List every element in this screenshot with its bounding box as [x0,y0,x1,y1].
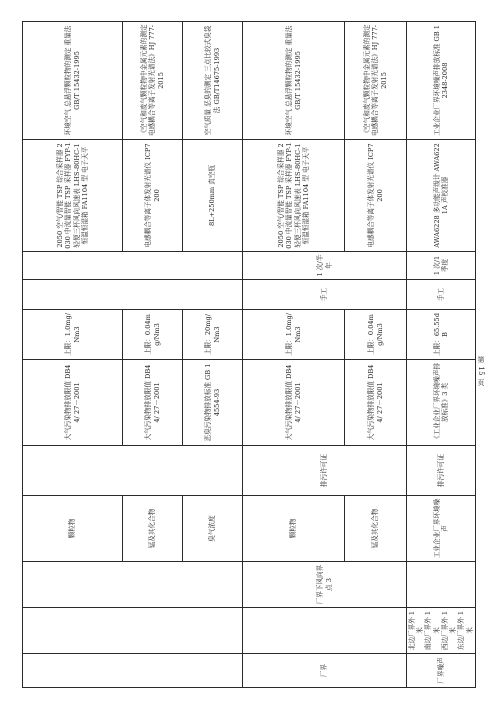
table-row [243,22,345,688]
license-cell: 排污许可证 [243,446,407,496]
point-cell [243,608,407,654]
limit-cell: 上限：20mg/Nm3 [183,310,243,360]
instrument-cell: 电感耦合等离子体发射光谱仪 ICP7200 [345,140,407,252]
method-cell: 环境空气 总悬浮颗粒物的测定 重量法 GB/T 15432-1995 [243,22,345,140]
method-cell: 工业企业厂界环境噪声排放标准 GB 12348-2008 [407,22,476,140]
standard-cell: 大气污染物排放限值 DB44/ 27－2001 [23,360,123,446]
limit-cell: 上限：1.0mg/Nm3 [243,310,345,360]
standard-cell: 大气污染物排放限值 DB44/ 27－2001 [345,360,407,446]
instrument-cell: 2050 空气/智能 TSP 综合采样器 2030 中流量智能 TSP 采样器 FYP-1 轻便三杯风向风速表 LHS-80HC-1 恒温恒湿箱 FA1104 型 电子天平 [23,140,123,252]
table-row [407,22,476,688]
noise-point: 北边厂界外 1 米 [408,610,425,651]
pollutant-cell: 颗粒物 [243,496,345,562]
noise-point: 南边厂界外 1 米 [424,610,441,651]
pollutant-cell: 工业企业厂界环境噪声 [407,496,476,562]
license-cell [23,446,243,496]
noise-point: 东边厂界外 1 米 [457,610,474,651]
instrument-cell: AWA6228 多功能声级计 AWA6221A 声校准器 [407,140,476,252]
limit-cell: 上限：1.0mg/Nm3 [23,310,123,360]
mode-cell [23,280,243,310]
method-cell: 《空气和废气颗粒物中金属元素的测定电感耦合等离子发射光谱法》HJ 777-2015 [123,22,183,140]
limit-cell: 上限：65.55dB [407,310,476,360]
method-cell: 环境空气 总悬浮颗粒物的测定 重量法 GB/T 15432-1995 [23,22,123,140]
instrument-cell: 8L+250mm 真空瓶 [183,140,243,252]
license-cell: 排污许可证 [407,446,476,496]
instrument-cell: 电感耦合等离子体发射光谱仪 ICP7200 [123,140,183,252]
freq-cell [23,252,243,280]
monitoring-table [22,21,476,688]
site-cell: 厂界噪声 [407,654,476,688]
standard-cell: 大气污染物排放限值 DB44/ 27－2001 [123,360,183,446]
point-cell [407,562,476,608]
site-cell [23,654,243,688]
page-number: 第 15 页 [477,356,485,387]
method-cell: 空气质量 恶臭的测定 三点比较式臭袋法 GB/T14675-1993 [183,22,243,140]
pollutant-cell: 臭气浓度 [183,496,243,562]
point-cell [23,562,243,608]
mode-cell: 手工 [407,280,476,310]
table-row [23,22,123,688]
monitoring-table-rotated [22,22,474,688]
pollutant-cell: 锰及其化合物 [345,496,407,562]
freq-cell: 1 次/半年 [243,252,407,280]
limit-cell: 上限：0.04mg/Nm3 [123,310,183,360]
freq-cell: 1 次/1 季度 [407,252,476,280]
noise-point: 西边厂界外 1 米 [440,610,458,651]
site-cell: 厂界 [243,654,407,688]
method-cell: 《空气和废气颗粒物中金属元素的测定电感耦合等离子发射光谱法》HJ 777-2015 [345,22,407,140]
point-cell [23,608,243,654]
standard-cell: 恶臭污染物排放标准 GB 14554-93 [183,360,243,446]
mode-cell: 手工 [243,280,407,310]
standard-cell: 大气污染物排放限值 DB44/ 27－2001 [243,360,345,446]
pollutant-cell: 锰及其化合物 [123,496,183,562]
limit-cell: 上限：0.04mg/Nm3 [345,310,407,360]
point-cell [407,608,476,654]
pollutant-cell: 颗粒物 [23,496,123,562]
standard-cell: 《工业企业厂界环境噪声排放标准》3 类 [407,360,476,446]
instrument-cell: 2050 空气/智能 TSP 综合采样器 2030 中流量智能 TSP 采样器 FYP-1 轻便三杯风向风速表 LHS-80HC-1 恒温恒湿箱 FA1104 型 电子天平 [243,140,345,252]
point-cell: 厂界下风向界点 3 [243,562,407,608]
